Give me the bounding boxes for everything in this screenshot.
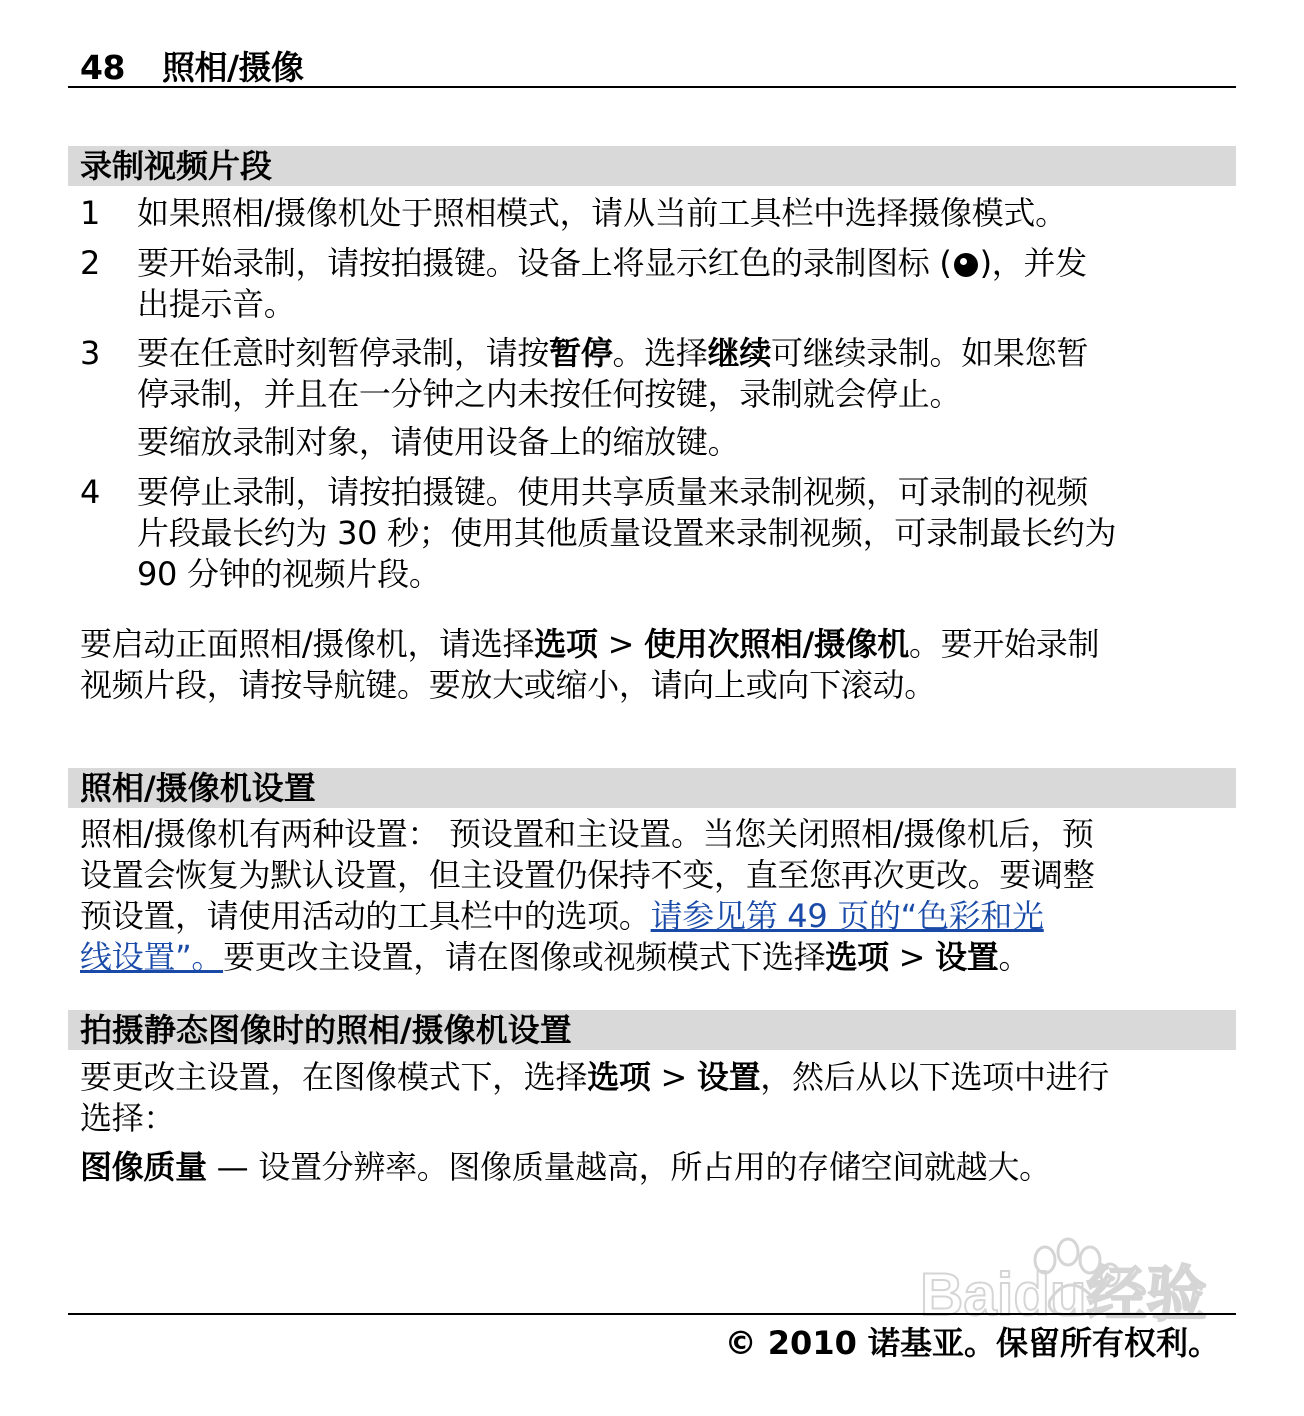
record-icon bbox=[954, 253, 978, 277]
step-number: 1 bbox=[80, 194, 101, 232]
image-quality-description: 设置分辨率。图像质量越高，所占用的存储空间就越大。 bbox=[258, 1148, 1051, 1186]
menu-arrow: > bbox=[650, 1058, 697, 1096]
options-label: 选项 bbox=[825, 938, 889, 976]
copyright-text: © 2010 诺基亚。保留所有权利。 bbox=[724, 1324, 1220, 1362]
step-text bbox=[137, 333, 1227, 415]
watermark-text: Baidu经验 bbox=[920, 1261, 1207, 1328]
header-rule bbox=[68, 86, 1236, 88]
secondary-camera-label: 使用次照相/摄像机 bbox=[643, 625, 909, 663]
para-text: ，然后从以下选项中进行 bbox=[760, 1058, 1109, 1096]
settings-label: 设置 bbox=[935, 938, 999, 976]
para-text: 要启动正面照相/摄像机，请选择 bbox=[80, 625, 535, 663]
settings-label: 设置 bbox=[696, 1058, 761, 1096]
menu-arrow: > bbox=[597, 625, 644, 663]
step-text-part: 90 分钟的视频片段。 bbox=[137, 555, 441, 593]
step-note: 要缩放录制对象，请使用设备上的缩放键。 bbox=[137, 423, 740, 461]
step-text-part: 可继续录制。如果您暂 bbox=[771, 334, 1089, 372]
step-text-part: 片段最长约为 30 秒；使用其他质量设置来录制视频，可录制最长约为 bbox=[137, 514, 1117, 552]
step-text-part: 停录制，并且在一分钟之内未按任何按键，录制就会停止。 bbox=[137, 375, 962, 413]
step-text-part: 要开始录制，请按拍摄键。设备上将显示红色的录制图标 ( bbox=[137, 244, 952, 282]
para-text: 。 bbox=[998, 938, 1031, 976]
para-text: 照相/摄像机有两种设置： 预设置和主设置。当您关闭照相/摄像机后，预 bbox=[80, 815, 1094, 853]
para-text: 。要开始录制 bbox=[908, 625, 1100, 663]
para-text: 要更改主设置，请在图像或视频模式下选择 bbox=[223, 938, 826, 976]
step-text bbox=[137, 243, 1227, 325]
step-text bbox=[137, 472, 1227, 595]
step-text: 如果照相/摄像机处于照相模式，请从当前工具栏中选择摄像模式。 bbox=[137, 194, 1067, 232]
menu-arrow: > bbox=[888, 938, 936, 976]
options-label: 选项 bbox=[587, 1058, 651, 1096]
para-text: 设置会恢复为默认设置，但主设置仍保持不变，直至您再次更改。要调整 bbox=[80, 856, 1095, 894]
camera-settings-paragraph bbox=[80, 814, 1230, 978]
para-text: 预设置，请使用活动的工具栏中的选项。 bbox=[80, 897, 651, 935]
color-light-settings-link[interactable]: 请参见第 49 页的“色彩和光 bbox=[650, 897, 1044, 935]
still-settings-paragraph bbox=[80, 1057, 1230, 1139]
image-quality-term: 图像质量 bbox=[80, 1148, 207, 1186]
definition-dash: — bbox=[206, 1148, 259, 1186]
para-text: 选择： bbox=[80, 1099, 176, 1137]
options-label: 选项 bbox=[534, 625, 598, 663]
step-number: 2 bbox=[80, 244, 101, 282]
step-text-part: )，并发 bbox=[979, 244, 1087, 282]
footer-rule bbox=[68, 1313, 1236, 1315]
step-text-part: 。选择 bbox=[612, 334, 708, 372]
page-number: 48 bbox=[80, 48, 125, 87]
image-quality-definition bbox=[80, 1147, 1230, 1188]
section-heading-still-image-settings: 拍摄静态图像时的照相/摄像机设置 bbox=[68, 1010, 1236, 1050]
step-text-part: 要停止录制，请按拍摄键。使用共享质量来录制视频，可录制的视频 bbox=[137, 473, 1089, 511]
continue-option-label: 继续 bbox=[707, 334, 772, 372]
section-heading-camera-settings: 照相/摄像机设置 bbox=[68, 768, 1236, 808]
front-camera-paragraph bbox=[80, 624, 1230, 706]
step-number: 4 bbox=[80, 473, 101, 511]
para-text: 要更改主设置，在图像模式下，选择 bbox=[80, 1058, 588, 1096]
section-heading-record-video: 录制视频片段 bbox=[68, 146, 1236, 186]
step-number: 3 bbox=[80, 334, 101, 372]
pause-option-label: 暂停 bbox=[549, 334, 613, 372]
color-light-settings-link[interactable]: 线设置”。 bbox=[80, 938, 224, 976]
page-header bbox=[80, 42, 304, 89]
chapter-title: 照相/摄像 bbox=[162, 48, 304, 87]
step-text-part: 要在任意时刻暂停录制，请按 bbox=[137, 334, 550, 372]
step-text-part: 出提示音。 bbox=[137, 285, 296, 323]
para-text: 视频片段，请按导航键。要放大或缩小，请向上或向下滚动。 bbox=[80, 666, 936, 704]
